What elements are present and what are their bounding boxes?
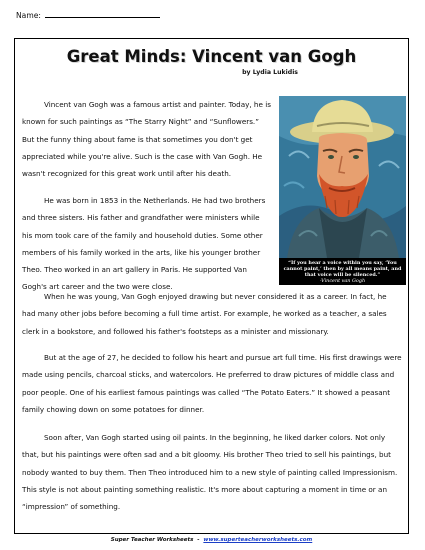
name-field[interactable] xyxy=(16,9,160,20)
footer xyxy=(14,537,409,543)
quote-text: “If you hear a voice within you say, ‘You cannot paint,’ then by all means paint, and that voice will be silenced.” xyxy=(283,260,402,278)
quote-box xyxy=(279,258,406,285)
paragraph-3: When he was young, Van Gogh enjoyed drawing but never considered it as a career. In fact, he had many other jobs before becoming a full time artist. For example, he worked as a teacher, a sales clerk in a bookstore, and followed his father's footsteps as a minister and missionary. xyxy=(22,292,387,336)
paragraph-2: He was born in 1853 in the Netherlands. He had two brothers and three sisters. His father and grandfather were ministers while his mom took care of the family and household duties. Some other members of his family worked in the arts, like his younger brother Theo. Theo worked in an art gallery in Paris. He supported Van Gogh's art career and the two were close. xyxy=(22,196,266,292)
paragraph-4: But at the age of 27, he decided to follow his heart and pursue art full time. His first drawings were made using pencils, charcoal sticks, and watercolors. He preferred to draw pictures of middle class and poor people. One of his earliest famous paintings was called “The Potato Eaters.” It showed a peasant family chowing down on some potatoes for dinner. xyxy=(22,353,402,414)
paragraph-5: Soon after, Van Gogh started using oil paints. In the beginning, he liked darker colors. Not only that, but his paintings were often sad and a bit gloomy. His brother Theo tried to sell his paintings, but nobody wanted to buy them. Then Theo introduced him to a new style of painting called Impressionism. This style is not about painting something realistic. It's more about capturing a moment in time or an “impression” of something. xyxy=(22,433,398,512)
byline: by Lydia Lukidis xyxy=(242,69,298,76)
name-label: Name: xyxy=(16,11,41,20)
footer-separator: - xyxy=(197,537,200,543)
van-gogh-portrait-image xyxy=(279,96,406,258)
footer-brand: Super Teacher Worksheets xyxy=(110,537,194,543)
name-blank-line[interactable] xyxy=(45,9,160,18)
footer-website-link[interactable]: www.superteacherworksheets.com xyxy=(203,537,313,543)
quote-author: -Vincent van Gogh xyxy=(319,278,366,284)
paragraph-1: Vincent van Gogh was a famous artist and painter. Today, he is known for such paintings as “The Starry Night” and “Sunflowers.” But the funny thing about fame is that sometimes you don't get appreciated while you're alive. Such is the case with Van Gogh. He wasn't recognized for this great work until after his death. xyxy=(22,100,271,179)
page-title: Great Minds: Vincent van Gogh xyxy=(66,47,357,66)
